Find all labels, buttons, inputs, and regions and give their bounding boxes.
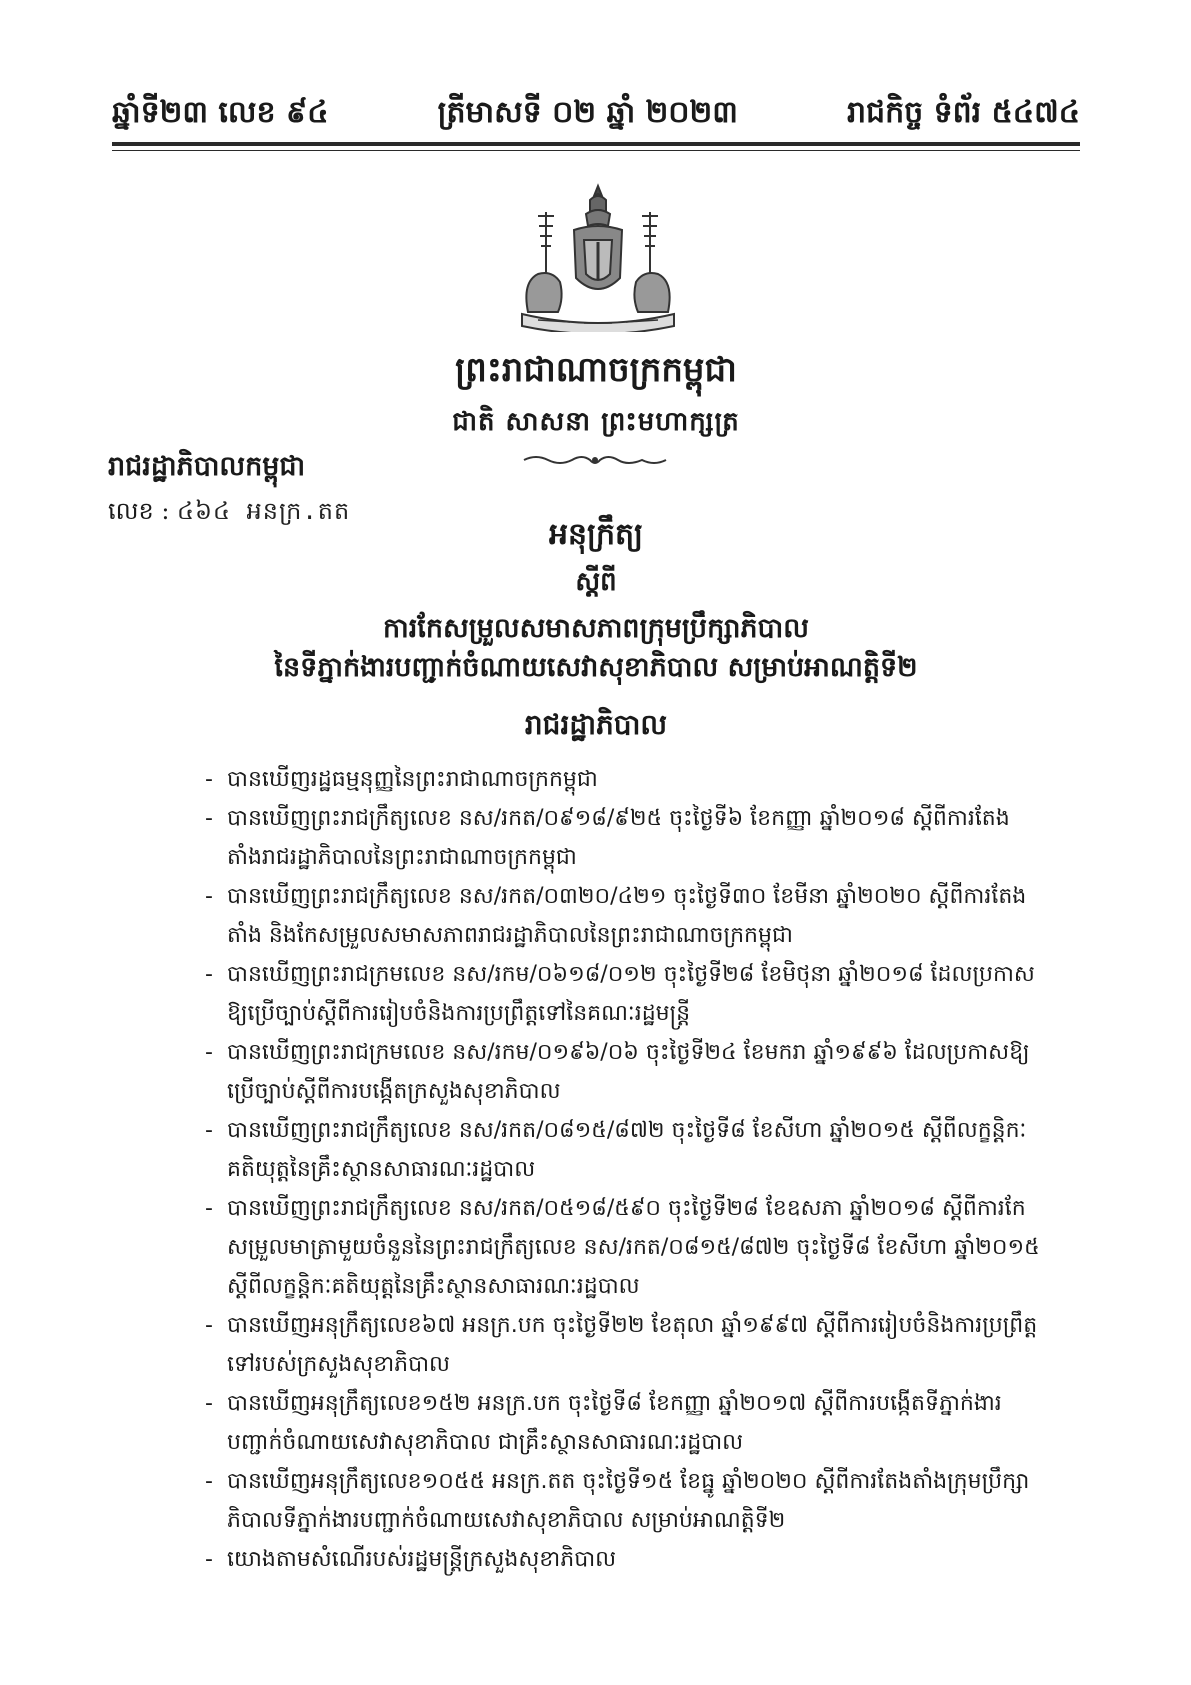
preamble-clauses: [205, 760, 1085, 1579]
clause-item: - បានឃើញរដ្ឋធម្មនុញ្ញនៃព្រះរាជាណាចក្រកម្ពុជា: [205, 767, 598, 792]
document-type: អនុក្រឹត្យ: [548, 517, 644, 552]
kingdom-name: ព្រះរាជាណាចក្រកម្ពុជា: [455, 350, 737, 390]
national-motto: ជាតិ សាសនា ព្រះមហាក្សត្រ: [452, 407, 740, 437]
page-label: រាជកិច្ច ទំព័រ ៥៤៧៤: [846, 95, 1080, 130]
gazette-header: [112, 90, 1080, 140]
clause-item: - បានឃើញអនុក្រឹត្យលេខ១០៥៥ អនក្រ.តត ចុះថ្ងៃទី១៥ ខែធ្នូ ឆ្នាំ២០២០ ស្តីពីការតែងតាំងក្រុមប្រឹក្សា ភិបាលទីភ្នាក់ងារបញ្ជាក់ចំណាយសេវាសុខាភិបាល សម្រាប់អាណត្តិទី២: [205, 1469, 1030, 1533]
clause-item: - យោងតាមសំណើរបស់រដ្ឋមន្ត្រីក្រសួងសុខាភិបាល: [205, 1547, 617, 1572]
clause-item: - បានឃើញព្រះរាជក្រមលេខ នស/រកម/០៦១៨/០១២ ចុះថ្ងៃទី២៨ ខែមិថុនា ឆ្នាំ២០១៨ ដែលប្រកាស ឱ្យប្រើច្បាប់ស្តីពីការរៀបចំនិងការប្រព្រឹត្តទៅនៃគណៈរដ្ឋមន្ត្រី: [205, 962, 1035, 1026]
clause-item: - បានឃើញព្រះរាជក្រមលេខ នស/រកម/០១៩៦/០៦ ចុះថ្ងៃទី២៤ ខែមករា ឆ្នាំ១៩៩៦ ដែលប្រកាសឱ្យ ប្រើច្បាប់ស្តីពីការបង្កើតក្រសួងសុខាភិបាល: [205, 1040, 1030, 1104]
royal-arms-icon: [508, 182, 688, 332]
subject-line-1: ការកែសម្រួលសមាសភាពក្រុមប្រឹក្សាភិបាល: [383, 613, 809, 644]
subject-line-2: នៃទីភ្នាក់ងារបញ្ជាក់ចំណាយសេវាសុខាភិបាល សម្រាប់អាណត្តិទី២: [274, 652, 918, 683]
header-rule-thick: [112, 142, 1080, 146]
clause-item: - បានឃើញព្រះរាជក្រឹត្យលេខ នស/រកត/០៣២០/៤២១ ចុះថ្ងៃទី៣០ ខែមីនា ឆ្នាំ២០២០ ស្តីពីការតែង តាំង និងកែសម្រួលសមាសភាពរាជរដ្ឋាភិបាលនៃព្រះរាជាណាចក្រកម្ពុជា: [205, 884, 1027, 948]
clause-item: - បានឃើញអនុក្រឹត្យលេខ៦៧ អនក្រ.បក ចុះថ្ងៃទី២២ ខែតុលា ឆ្នាំ១៩៩៧ ស្តីពីការរៀបចំនិងការប្រព្រឹត្ត ទៅរបស់ក្រសួងសុខាភិបាល: [205, 1313, 1038, 1377]
decree-number-value: ៤៦៤ អនក្រ.តត: [177, 497, 351, 525]
issue-label: ឆ្នាំទី២៣ លេខ ៩៤: [112, 95, 329, 130]
clause-item: - បានឃើញព្រះរាជក្រឹត្យលេខ នស/រកត/០៩១៨/៩២៥ ចុះថ្ងៃទី៦ ខែកញ្ញា ឆ្នាំ២០១៨ ស្តីពីការតែង តាំងរាជរដ្ឋាភិបាលនៃព្រះរាជាណាចក្រកម្ពុជា: [205, 806, 1010, 870]
government-name: រាជរដ្ឋាភិបាលកម្ពុជា: [108, 451, 306, 482]
clause-item: - បានឃើញព្រះរាជក្រឹត្យលេខ នស/រកត/០៨១៥/៨៧២ ចុះថ្ងៃទី៨ ខែសីហា ឆ្នាំ២០១៥ ស្តីពីលក្ខន្តិកៈ គតិយុត្តនៃគ្រឹះស្ថានសាធារណៈរដ្ឋបាល: [205, 1118, 1027, 1182]
subject-prefix: ស្តីពី: [575, 567, 617, 597]
quarter-label: ត្រីមាសទី ០២ ឆ្នាំ ២០២៣: [437, 95, 738, 130]
clause-item: - បានឃើញអនុក្រឹត្យលេខ១៥២ អនក្រ.បក ចុះថ្ងៃទី៨ ខែកញ្ញា ឆ្នាំ២០១៧ ស្តីពីការបង្កើតទីភ្នាក់ងារ បញ្ជាក់ចំណាយសេវាសុខាភិបាល ជាគ្រឹះស្ថានសាធារណៈរដ្ឋបាល: [205, 1391, 1002, 1455]
issuer-heading: រាជរដ្ឋាភិបាល: [524, 708, 668, 741]
decree-number-label: លេខ :: [108, 497, 178, 525]
header-rule-thin: [112, 150, 1080, 151]
clause-item: - បានឃើញព្រះរាជក្រឹត្យលេខ នស/រកត/០៥១៨/៥៩០ ចុះថ្ងៃទី២៨ ខែឧសភា ឆ្នាំ២០១៨ ស្តីពីការកែ សម្រួលមាត្រាមួយចំនួននៃព្រះរាជក្រឹត្យលេខ នស/រកត/០៨១៥/៨៧២ ចុះថ្ងៃទី៨ ខែសីហា ឆ្នាំ២០១៥ ស្តីពីលក្ខន្តិកៈគតិយុត្តនៃគ្រឹះស្ថានសាធារណៈរដ្ឋបាល: [205, 1196, 1040, 1299]
ornament-divider-icon: [520, 452, 670, 468]
